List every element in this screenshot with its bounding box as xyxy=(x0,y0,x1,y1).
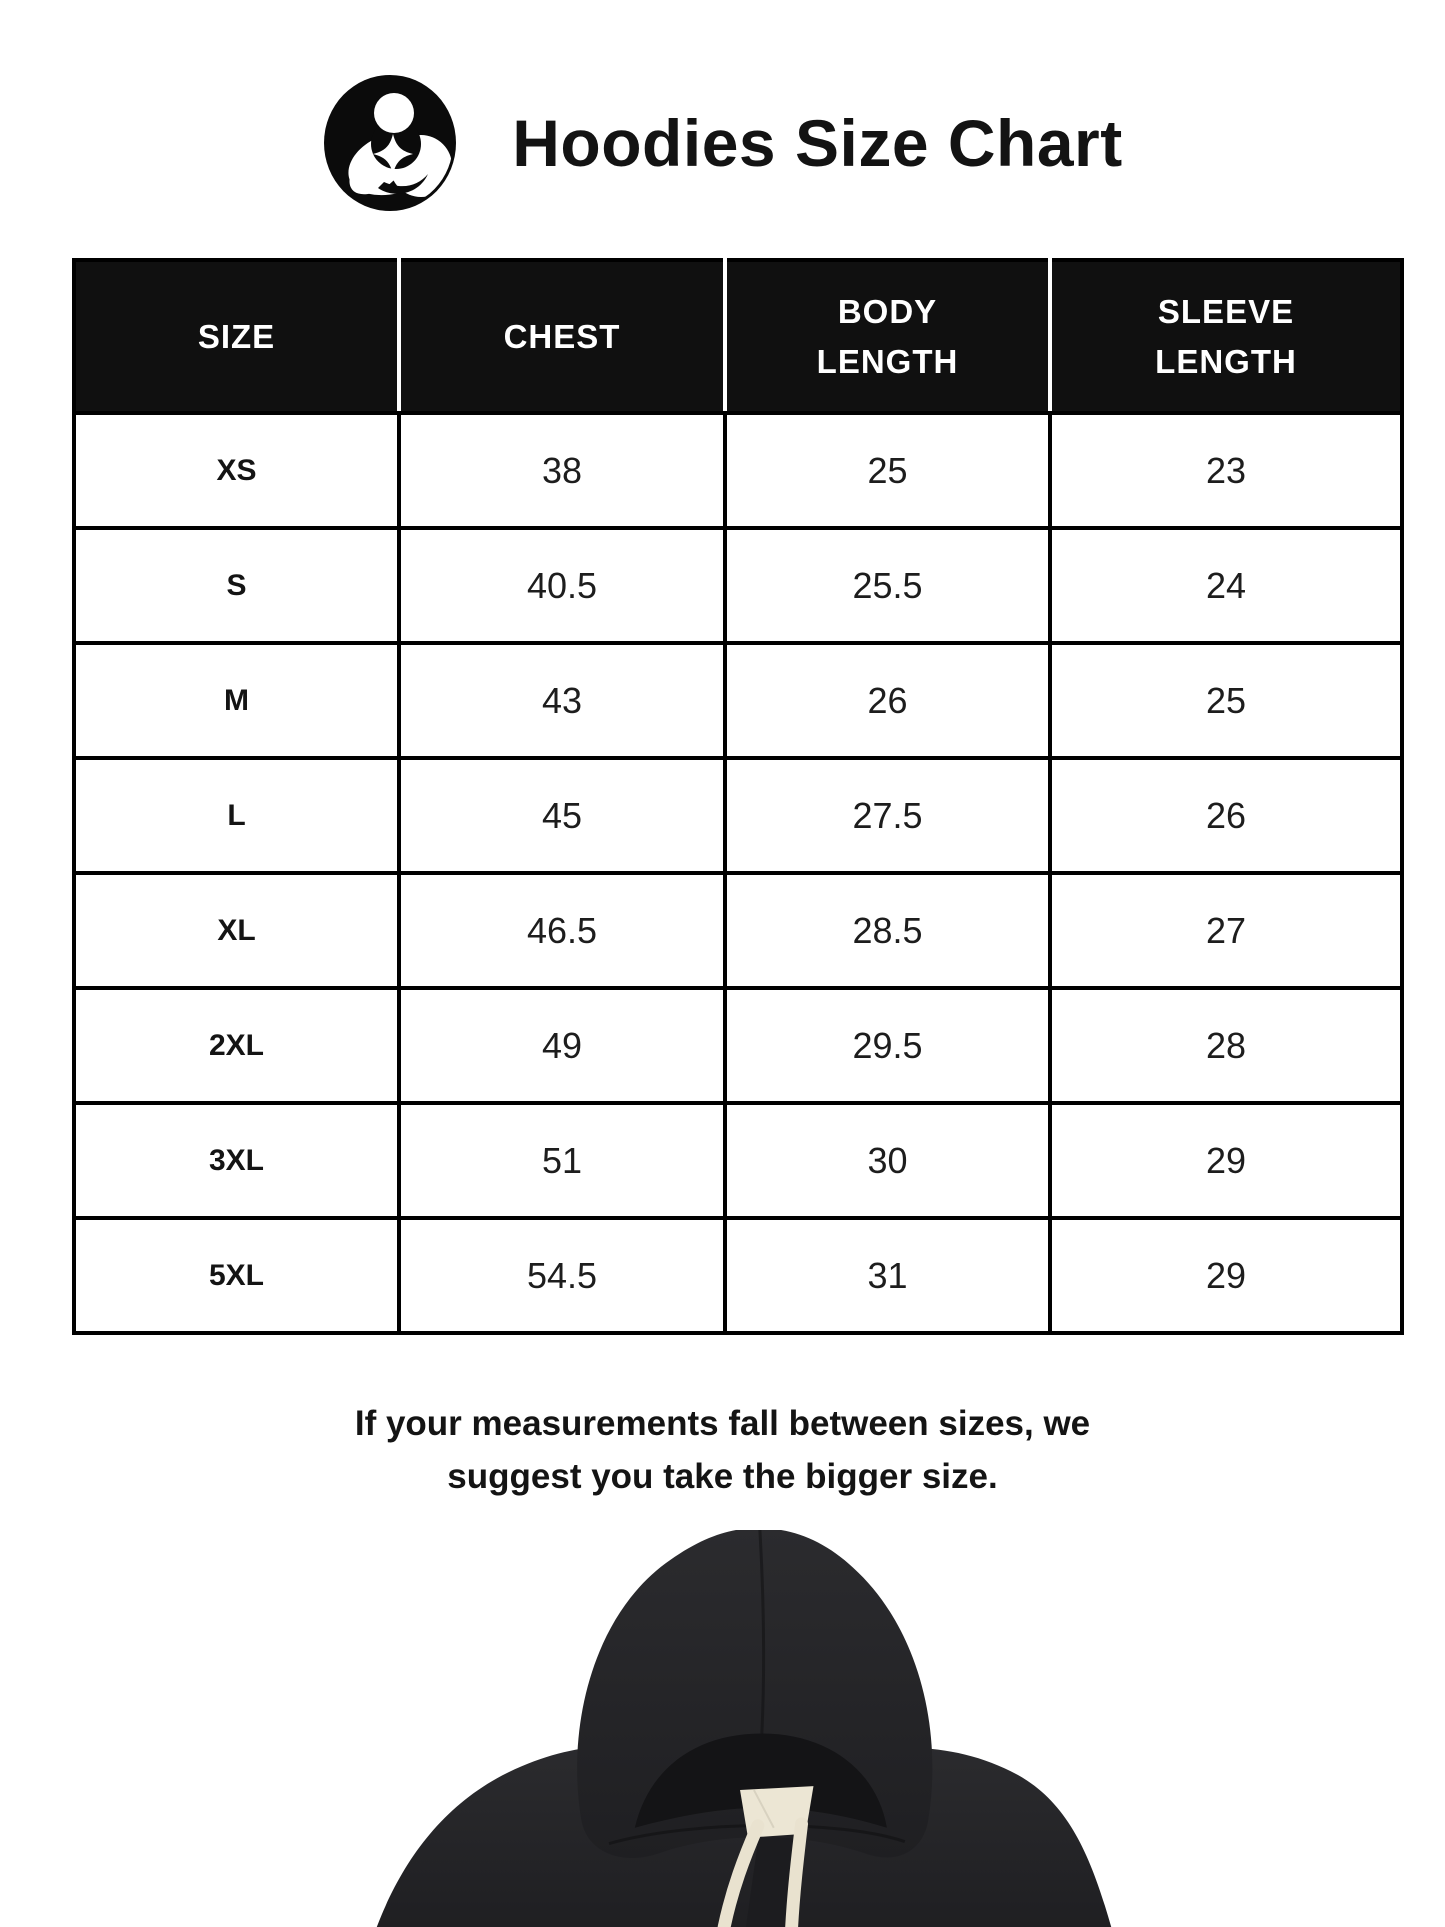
column-header-sleeve-length: SLEEVE LENGTH xyxy=(1050,260,1402,413)
fit-note xyxy=(0,1398,1445,1503)
brand-header xyxy=(0,70,1445,215)
size-cell: 3XL xyxy=(74,1103,399,1218)
body-length-cell: 25 xyxy=(725,413,1050,528)
page-title: Hoodies Size Chart xyxy=(512,105,1123,180)
size-cell: XL xyxy=(74,873,399,988)
sleeve-length-cell: 23 xyxy=(1050,413,1402,528)
fit-note-line-2: suggest you take the bigger size. xyxy=(447,1456,998,1496)
body-length-cell: 26 xyxy=(725,643,1050,758)
table-row xyxy=(74,988,1402,1103)
sleeve-length-cell: 29 xyxy=(1050,1218,1402,1333)
size-cell: M xyxy=(74,643,399,758)
chest-cell: 46.5 xyxy=(399,873,725,988)
fit-note-line-1: If your measurements fall between sizes, we xyxy=(354,1404,1091,1443)
size-cell: L xyxy=(74,758,399,873)
size-chart-table xyxy=(72,258,1404,1335)
chest-cell: 40.5 xyxy=(399,528,725,643)
sleeve-length-cell: 26 xyxy=(1050,758,1402,873)
body-length-cell: 30 xyxy=(725,1103,1050,1218)
sleeve-length-cell: 25 xyxy=(1050,643,1402,758)
sleeve-length-cell: 27 xyxy=(1050,873,1402,988)
hoodie-product-image xyxy=(372,1530,1117,1927)
mother-and-child-logo-icon xyxy=(322,74,458,212)
sleeve-length-cell: 29 xyxy=(1050,1103,1402,1218)
chest-cell: 49 xyxy=(399,988,725,1103)
chest-cell: 38 xyxy=(399,413,725,528)
body-length-cell: 25.5 xyxy=(725,528,1050,643)
sleeve-length-cell: 28 xyxy=(1050,988,1402,1103)
table-row xyxy=(74,528,1402,643)
size-cell: 2XL xyxy=(74,988,399,1103)
size-cell: S xyxy=(74,528,399,643)
chest-cell: 51 xyxy=(399,1103,725,1218)
table-row xyxy=(74,1218,1402,1333)
table-header-row xyxy=(74,260,1402,413)
column-header-body-length: BODY LENGTH xyxy=(725,260,1050,413)
chest-cell: 45 xyxy=(399,758,725,873)
column-header-chest: CHEST xyxy=(399,260,725,413)
table-row xyxy=(74,1103,1402,1218)
column-header-size: SIZE xyxy=(74,260,399,413)
table-row xyxy=(74,643,1402,758)
sleeve-length-cell: 24 xyxy=(1050,528,1402,643)
table-row xyxy=(74,758,1402,873)
body-length-cell: 28.5 xyxy=(725,873,1050,988)
chest-cell: 43 xyxy=(399,643,725,758)
size-cell: 5XL xyxy=(74,1218,399,1333)
table-row xyxy=(74,873,1402,988)
chest-cell: 54.5 xyxy=(399,1218,725,1333)
size-cell: XS xyxy=(74,413,399,528)
body-length-cell: 27.5 xyxy=(725,758,1050,873)
body-length-cell: 31 xyxy=(725,1218,1050,1333)
table-row xyxy=(74,413,1402,528)
body-length-cell: 29.5 xyxy=(725,988,1050,1103)
